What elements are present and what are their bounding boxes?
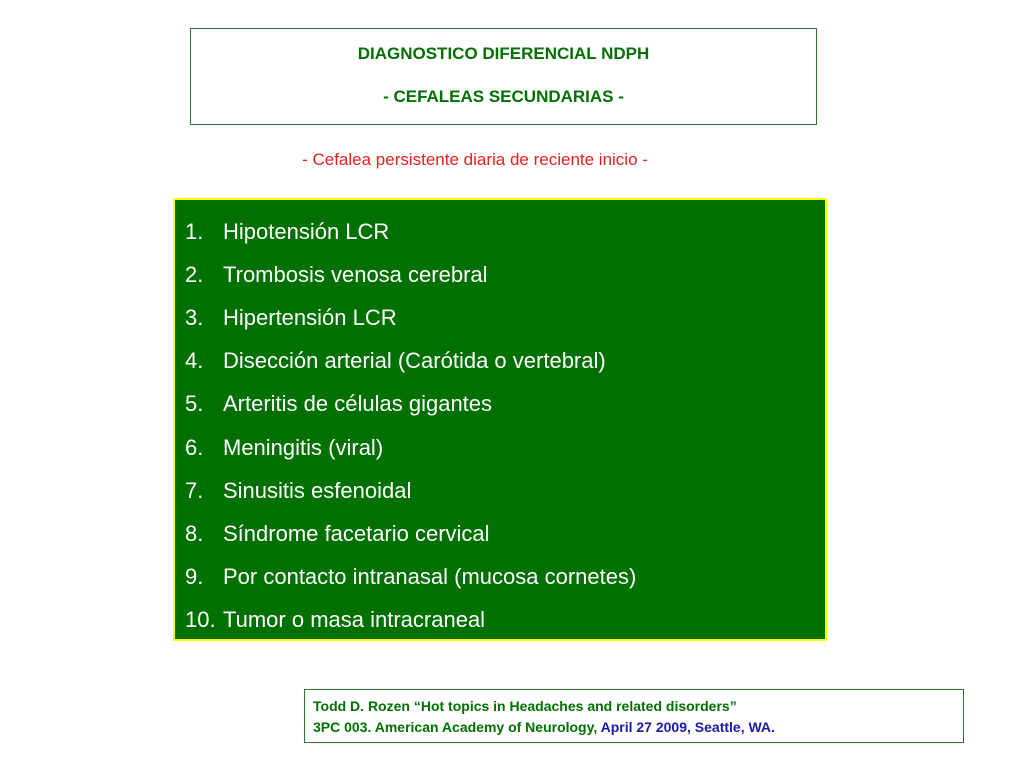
list-item-text: Hipertensión LCR	[223, 304, 397, 330]
list-item	[175, 340, 636, 383]
list-item-text: Sinusitis esfenoidal	[223, 477, 412, 503]
list-item-number: 3.	[185, 304, 204, 330]
list-item	[175, 469, 636, 512]
title-box	[190, 28, 817, 125]
citation-line1: Todd D. Rozen “Hot topics in Headaches and related disorders”	[313, 698, 737, 714]
list-item-number: 10.	[185, 607, 216, 633]
list-item	[175, 253, 636, 296]
list-item-number: 6.	[185, 434, 204, 460]
list-item	[175, 296, 636, 339]
list-item	[175, 426, 636, 469]
citation-date-location: April 27 2009, Seattle, WA.	[597, 719, 775, 735]
list-item-number: 8.	[185, 520, 204, 546]
list-item-number: 7.	[185, 477, 204, 503]
list-item-number: 2.	[185, 261, 204, 287]
list-item-text: Tumor o masa intracraneal	[223, 607, 486, 633]
citation-box	[304, 689, 964, 743]
list-item-number: 1.	[185, 218, 204, 244]
diagnosis-list-box	[173, 198, 827, 641]
list-item-text: Síndrome facetario cervical	[223, 520, 490, 546]
citation-line2	[313, 717, 963, 738]
citation-source: 3PC 003. American Academy of Neurology,	[313, 719, 598, 735]
list-item-number: 5.	[185, 391, 204, 417]
list-item-text: Hipotensión LCR	[223, 218, 390, 244]
list-item-text: Meningitis (viral)	[223, 434, 384, 460]
title-subheading: - CEFALEAS SECUNDARIAS -	[383, 87, 624, 106]
title-heading: DIAGNOSTICO DIFERENCIAL NDPH	[357, 44, 650, 63]
list-item-number: 4.	[185, 348, 204, 374]
list-item	[175, 556, 636, 599]
list-item-text: Por contacto intranasal (mucosa cornetes)	[223, 564, 637, 590]
list-item	[175, 512, 636, 555]
list-item	[175, 383, 636, 426]
subtitle: - Cefalea persistente diaria de reciente inicio -	[302, 150, 648, 169]
list-item-text: Arteritis de células gigantes	[223, 391, 493, 417]
list-item-text: Trombosis venosa cerebral	[223, 261, 488, 287]
list-item-number: 9.	[185, 564, 204, 590]
list-item	[175, 599, 636, 642]
list-item	[175, 210, 636, 253]
diagnosis-list	[175, 210, 636, 642]
list-item-text: Disección arterial (Carótida o vertebral)	[223, 348, 606, 374]
